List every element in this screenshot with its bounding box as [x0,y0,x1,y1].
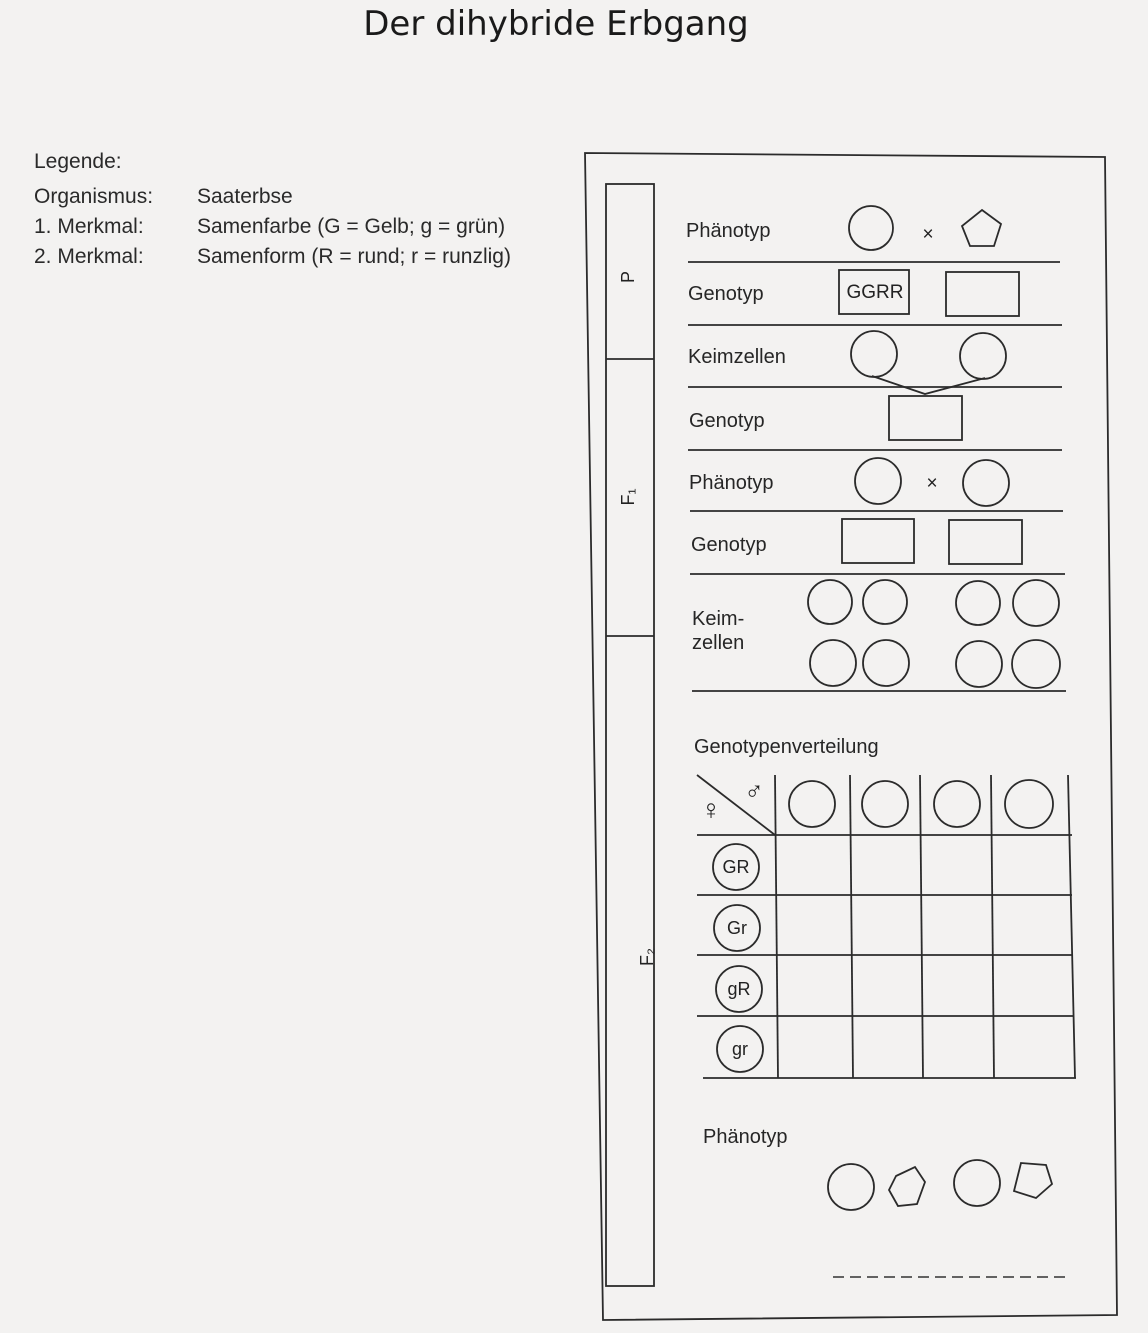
f1-gametes-label-line1: Keim- [692,608,745,630]
row-gamete-gr-upper: GR [722,856,750,877]
trait1-value: Samenfarbe (G = Gelb; g = grün) [197,215,506,238]
genotype-box [842,519,914,563]
male-gamete-circle [934,781,980,827]
punnett-col-line [775,775,778,1078]
trait2-label: 2. Merkmal: [34,245,144,268]
f1-gametes-label-line2: zellen [692,632,745,654]
male-gamete-circle [1005,780,1053,828]
trait2-value: Samenform (R = rund; r = runzlig) [197,245,511,268]
genotype-distribution-label: Genotypenverteilung [694,736,879,758]
gamete-circle [1012,640,1060,688]
p-phenotype-label: Phänotyp [686,220,771,242]
gamete-circle [1013,580,1059,626]
phase-column [606,184,654,1286]
p-genotype-label: Genotyp [688,283,764,305]
gamete-circle [956,641,1002,687]
gamete-circle [851,331,897,377]
cross-symbol: × [926,473,938,494]
phenotype-round-shape [828,1164,874,1210]
cross-symbol: × [922,224,934,245]
genotype-box [946,272,1019,316]
row-gamete-gr-lower: gr [731,1038,748,1059]
phase-label-f1: F₁ [618,488,638,506]
gamete-circle [863,580,907,624]
punnett-col-line [920,775,923,1078]
gamete-circle [960,333,1006,379]
phase-label-p: P [618,271,638,284]
female-symbol: ♀ [700,794,722,825]
male-gamete-circle [862,781,908,827]
phenotype-wrinkled-shape [1014,1163,1052,1198]
phenotype-round-shape [954,1160,1000,1206]
phenotype-round-seed-shape [849,206,893,250]
fertilization-lines [872,376,985,394]
p-genotype-value: GGRR [846,282,904,303]
gamete-circle [810,640,856,686]
punnett-col-line [991,775,994,1078]
organism-label: Organismus: [34,185,154,208]
male-symbol: ♂ [744,775,764,806]
f1-genotype-pair-label: Genotyp [691,534,767,556]
trait1-label: 1. Merkmal: [34,215,144,238]
male-gamete-circle [789,781,835,827]
page-title: Der dihybride Erbgang [363,4,749,44]
phenotype-wrinkled-shape [889,1167,925,1206]
f1-genotype-label: Genotyp [689,410,765,432]
gamete-circle [956,581,1000,625]
genotype-box [889,396,962,440]
f1-phenotype-label: Phänotyp [689,472,774,494]
gamete-circle [863,640,909,686]
row-gamete-gr-lower-upper: gR [727,978,751,999]
punnett-col-line [850,775,853,1078]
phase-label-f2: F₂ [637,948,657,966]
row-gamete-gr-mixed: Gr [727,917,747,938]
gamete-circle [808,580,852,624]
phenotype-circle [963,460,1009,506]
organism-value: Saaterbse [197,185,293,208]
p-gametes-label: Keimzellen [688,346,786,368]
legend-heading: Legende: [34,150,122,173]
f2-phenotype-label: Phänotyp [703,1126,788,1148]
phenotype-wrinkled-seed-shape [962,210,1001,246]
genotype-box [949,520,1022,564]
phenotype-circle [855,458,901,504]
punnett-right-line [1068,775,1075,1078]
